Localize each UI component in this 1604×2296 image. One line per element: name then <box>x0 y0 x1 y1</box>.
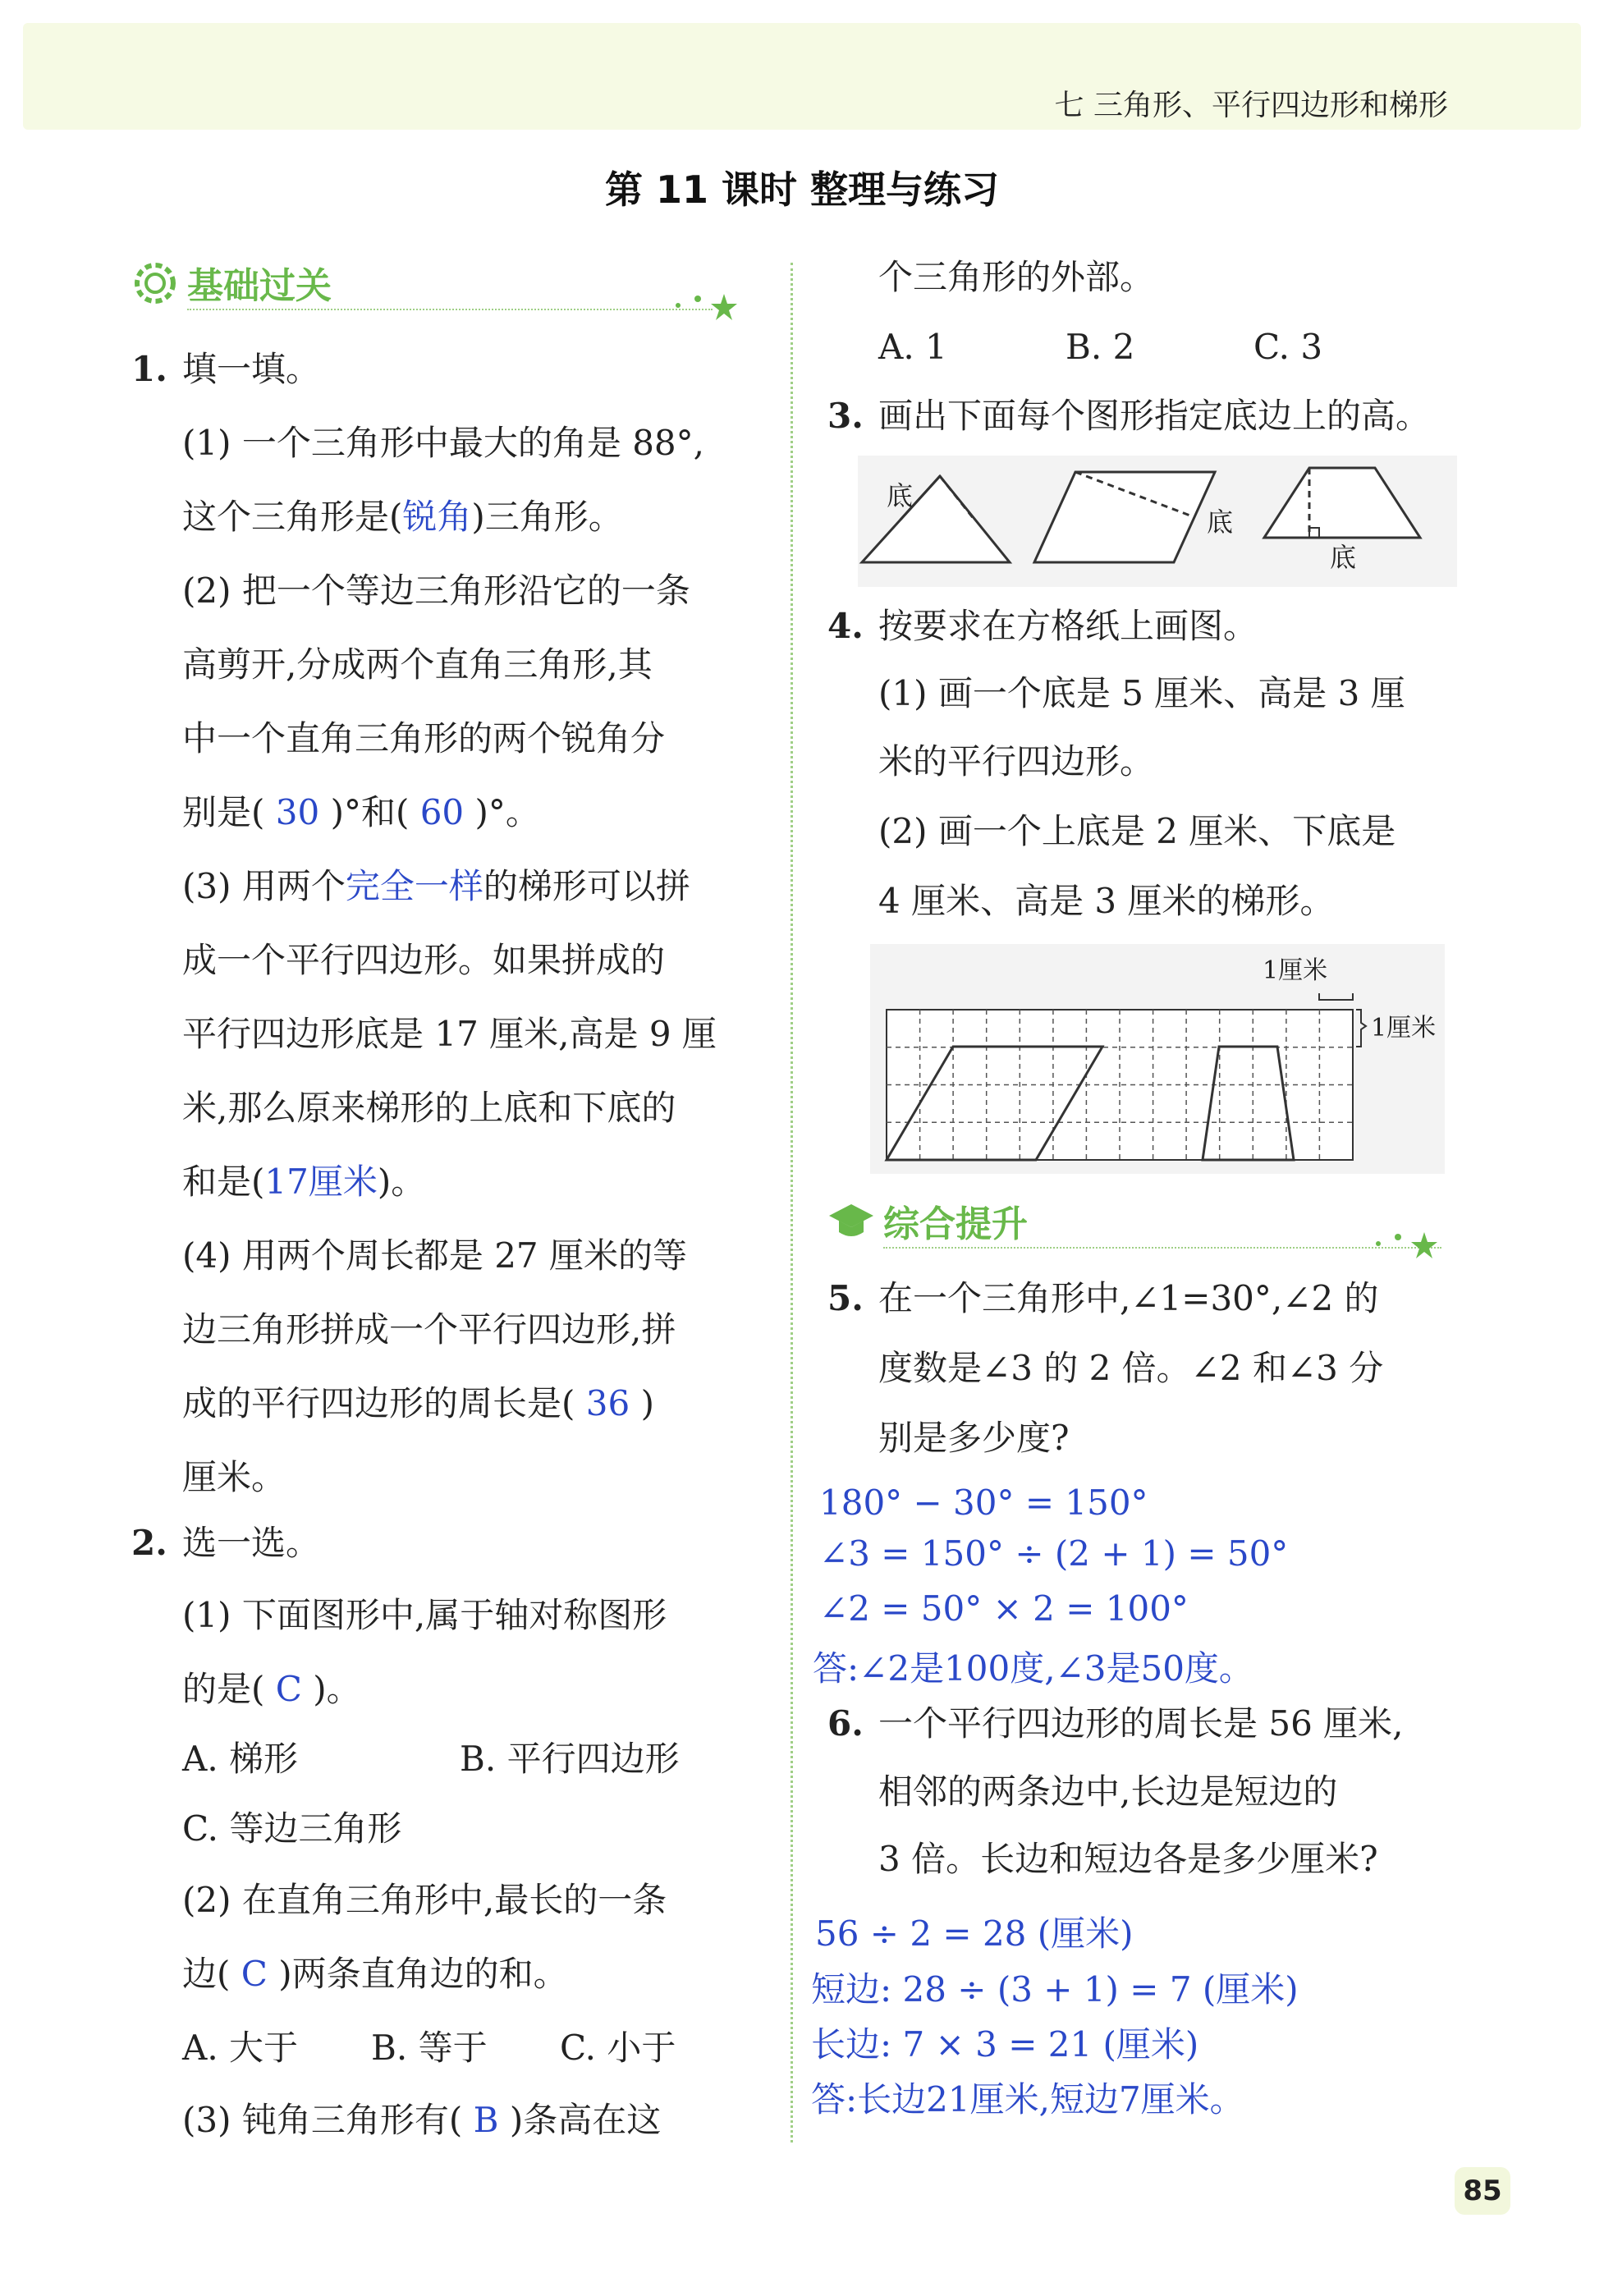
q1-s3-line4: 米,那么原来梯形的上底和下底的 <box>182 1088 676 1128</box>
q1-s3-answer: 17厘米 <box>264 1162 378 1202</box>
q4-text: 按要求在方格纸上画图。 <box>878 606 1258 646</box>
q1-s4-line3: 成的平行四边形的周长是( 36 ) <box>182 1383 654 1423</box>
q1-s2-line3: 中一个直角三角形的两个锐角分 <box>182 718 666 758</box>
q4-number: 4. <box>827 606 864 646</box>
divider-line <box>883 1247 1441 1249</box>
q5-line3: 别是多少度? <box>878 1418 1070 1458</box>
q1-s2-line1: (2) 把一个等边三角形沿它的一条 <box>182 571 690 611</box>
q4-s1-line1: (1) 画一个底是 5 厘米、高是 3 厘 <box>878 673 1405 713</box>
q4-grid-label-top: 1厘米 <box>1263 956 1328 985</box>
q2-s1-option-a: A. 梯形 <box>182 1739 299 1779</box>
divider-line <box>187 309 713 310</box>
q3-label-3: 底 <box>1330 542 1357 573</box>
q5-line1: 在一个三角形中,∠1=30°,∠2 的 <box>878 1278 1379 1318</box>
q2-s2-option-c: C. 小于 <box>560 2028 676 2068</box>
q1-s3-line1: (3) 用两个完全一样的梯形可以拼 <box>182 866 690 906</box>
q1-s2-answer-2: 60 <box>419 792 465 832</box>
section-basic-header <box>131 256 747 314</box>
q6-line1: 一个平行四边形的周长是 56 厘米, <box>878 1703 1404 1744</box>
q4-s1-line2: 米的平行四边形。 <box>878 741 1155 781</box>
q6-solution-line: 短边: 28 ÷ (3 + 1) = 7 (厘米) <box>811 1969 1299 2010</box>
q4-grid-label-side: 1厘米 <box>1371 1014 1437 1043</box>
q5-line2: 度数是∠3 的 2 倍。∠2 和∠3 分 <box>878 1348 1384 1388</box>
q4-s2-line1: (2) 画一个上底是 2 厘米、下底是 <box>878 811 1396 851</box>
q1-s2-line4: 别是( 30 )°和( 60 )°。 <box>182 792 540 832</box>
q2-s2-option-b: B. 等于 <box>371 2028 488 2068</box>
q1-s4-line2: 边三角形拼成一个平行四边形,拼 <box>182 1309 676 1350</box>
q2-s1-line2: 的是( C )。 <box>182 1669 361 1709</box>
page-number: 85 <box>1455 2167 1510 2215</box>
q1-s3-handwritten: 完全一样 <box>345 866 483 906</box>
gear-icon <box>131 259 179 307</box>
q2-s1-option-c: C. 等边三角形 <box>182 1808 402 1849</box>
q6-answer: 答:长边21厘米,短边7厘米。 <box>811 2079 1244 2120</box>
q3-shapes <box>858 456 1457 587</box>
q5-solution-line: 180° − 30° = 150° <box>819 1483 1148 1523</box>
q1-s1-line1: (1) 一个三角形中最大的角是 88°, <box>182 423 704 463</box>
q3-label-2: 底 <box>1207 506 1234 538</box>
q2-s2-option-a: A. 大于 <box>182 2028 299 2068</box>
q1-s1-line2: 这个三角形是(锐角)三角形。 <box>182 497 623 537</box>
q1-number: 1. <box>131 349 167 389</box>
section-advanced-label: 综合提升 <box>883 1203 1028 1245</box>
q3-figure <box>858 456 1457 587</box>
q2-s2-line1: (2) 在直角三角形中,最长的一条 <box>182 1880 667 1920</box>
q2-s2-line2: 边( C )两条直角边的和。 <box>182 1954 568 1994</box>
q2-s1-answer: C <box>275 1669 302 1709</box>
q4-grid <box>870 944 1445 1174</box>
q2-s2-answer: C <box>241 1954 268 1994</box>
q1-s4-line4: 厘米。 <box>182 1457 286 1497</box>
q2-number: 2. <box>131 1523 167 1563</box>
q2-s3-option-c: C. 3 <box>1253 327 1323 367</box>
q1-s2-line2: 高剪开,分成两个直角三角形,其 <box>182 644 653 685</box>
q1-s3-line3: 平行四边形底是 17 厘米,高是 9 厘 <box>182 1014 717 1054</box>
q5-solution-line: ∠2 = 50° × 2 = 100° <box>819 1588 1189 1629</box>
stars-icon <box>673 289 739 322</box>
graduation-cap-icon <box>827 1198 875 1245</box>
q1-s3-line2: 成一个平行四边形。如果拼成的 <box>182 940 666 980</box>
q6-solution-line: 长边: 7 × 3 = 21 (厘米) <box>811 2024 1199 2065</box>
q1-title: 填一填。 <box>182 349 321 389</box>
q5-number: 5. <box>827 1278 864 1318</box>
q2-s3-answer: B <box>473 2100 499 2140</box>
q1-s1-answer: 锐角 <box>402 497 472 537</box>
column-divider <box>791 263 793 2142</box>
q1-s2-answer-1: 30 <box>275 792 320 832</box>
q1-s4-answer: 36 <box>585 1383 630 1423</box>
q6-line2: 相邻的两条边中,长边是短边的 <box>878 1771 1338 1812</box>
chapter-title: 七 三角形、平行四边形和梯形 <box>1054 89 1448 122</box>
q2-s3-line1: (3) 钝角三角形有( B )条高在这 <box>182 2100 662 2140</box>
q2-s1-option-b: B. 平行四边形 <box>460 1739 680 1779</box>
q3-text: 画出下面每个图形指定底边上的高。 <box>878 396 1431 436</box>
q4-s2-line2: 4 厘米、高是 3 厘米的梯形。 <box>878 881 1335 921</box>
q6-solution-line: 56 ÷ 2 = 28 (厘米) <box>815 1913 1134 1954</box>
q5-answer: 答:∠2是100度,∠3是50度。 <box>813 1648 1253 1689</box>
q1-s3-line5: 和是(17厘米)。 <box>182 1162 426 1202</box>
section-basic-label: 基础过关 <box>187 265 332 307</box>
q1-s4-line1: (4) 用两个周长都是 27 厘米的等 <box>182 1235 687 1276</box>
q6-number: 6. <box>827 1703 864 1744</box>
q2-s3-line2: 个三角形的外部。 <box>878 257 1155 297</box>
q3-label-1: 底 <box>887 480 914 511</box>
q2-s1-line1: (1) 下面图形中,属于轴对称图形 <box>182 1595 667 1635</box>
q2-s3-option-b: B. 2 <box>1066 327 1135 367</box>
q3-number: 3. <box>827 396 864 436</box>
q4-grid-figure <box>870 944 1445 1174</box>
lesson-title: 第 11 课时 整理与练习 <box>604 167 1000 212</box>
q2-title: 选一选。 <box>182 1523 321 1563</box>
q2-s3-option-a: A. 1 <box>878 327 947 367</box>
q6-line3: 3 倍。长边和短边各是多少厘米? <box>878 1839 1378 1879</box>
stars-icon <box>1373 1227 1439 1260</box>
section-advanced-header <box>827 1194 1443 1252</box>
q5-solution-line: ∠3 = 150° ÷ (2 + 1) = 50° <box>819 1533 1289 1574</box>
